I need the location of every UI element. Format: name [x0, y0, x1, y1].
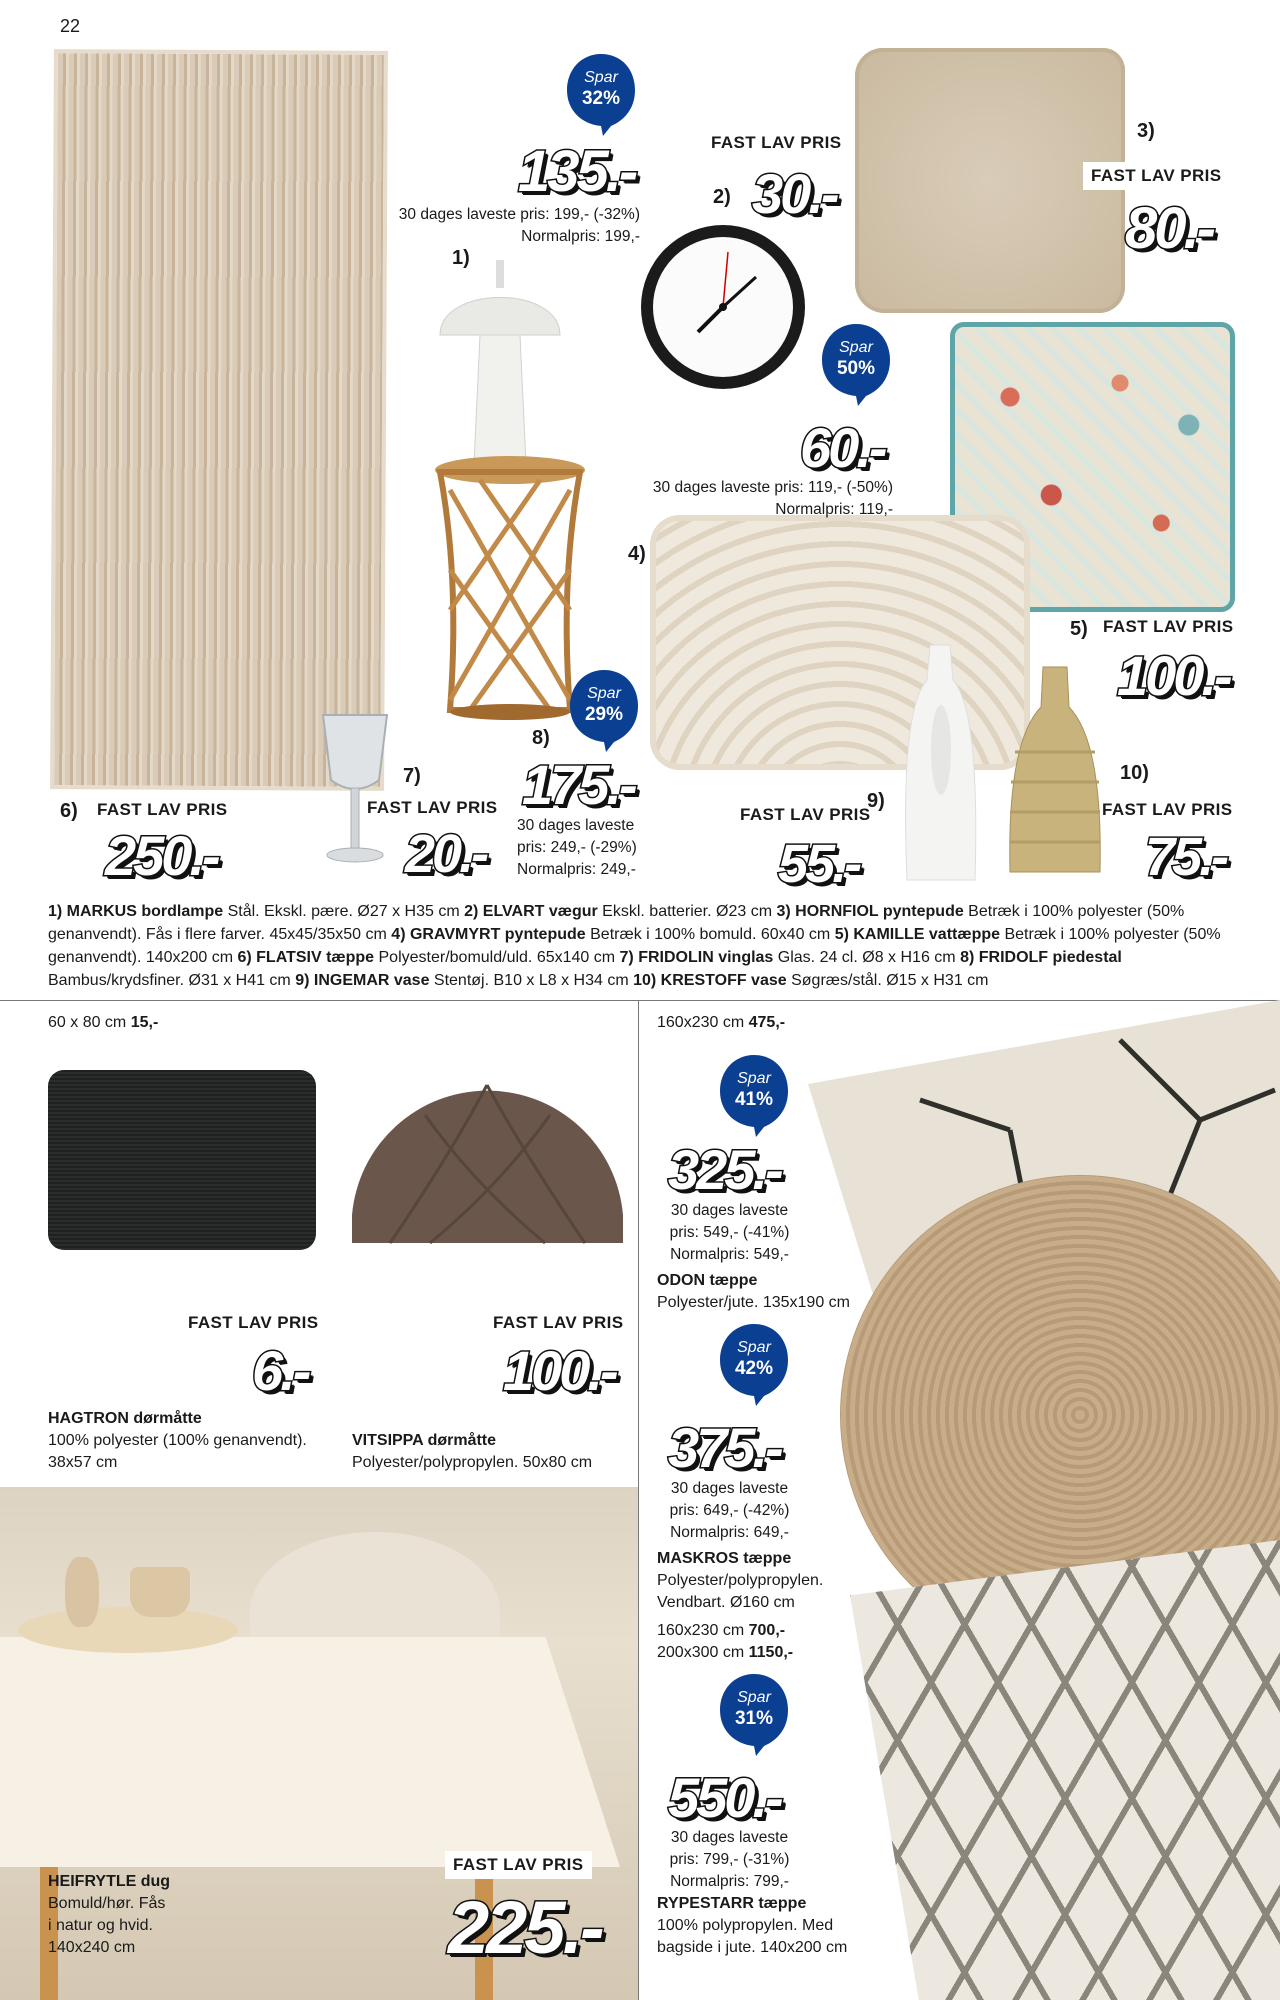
maskros-name: MASKROS tæppe	[657, 1550, 792, 1567]
desc-item-text: Bambus/krydsfiner. Ø31 x H41 cm	[48, 972, 296, 989]
item-number-vase9: 9)	[867, 790, 885, 812]
spar-label: Spar	[737, 1689, 771, 1706]
item-number-vase10: 10)	[1120, 762, 1149, 784]
hagtron-name: HAGTRON dørmåtte	[48, 1410, 202, 1427]
vitsippa-name: VITSIPPA dørmåtte	[352, 1432, 497, 1449]
desc-item-title: 10) KRESTOFF vase	[633, 972, 787, 989]
spar-percent: 31%	[734, 1708, 774, 1729]
rypestarr-desc-2: bagside i jute. 140x200 cm	[657, 1939, 848, 1956]
hagtron-desc-2: 38x57 cm	[48, 1454, 118, 1471]
price-pillow4: 60.-	[800, 416, 885, 479]
maskros-desc-2: Vendbart. Ø160 cm	[657, 1594, 795, 1611]
desc-item-title: 4) GRAVMYRT pyntepude	[391, 926, 586, 943]
desc-item-title: 9) INGEMAR vase	[295, 972, 430, 989]
normal-price-maskros: Normalpris: 649,-	[670, 1524, 789, 1541]
normal-price-pillow-top: Normalpris: 199,-	[521, 228, 640, 245]
vitsippa-mat-image	[350, 1075, 625, 1245]
page-number: 22	[60, 16, 81, 36]
fast-lav-pris-tablecloth: FAST LAV PRIS	[445, 1851, 592, 1879]
lowest-price-odon-2: pris: 549,- (-41%)	[669, 1224, 790, 1241]
heifrytle-desc-3: 140x240 cm	[48, 1939, 136, 1956]
rug-top-size: 160x230 cm	[657, 1014, 745, 1031]
price-pillow-top: 135.-	[518, 139, 636, 204]
spar-badge-pillow4	[820, 322, 892, 408]
spar-percent: 50%	[836, 358, 876, 379]
fridolf-pedestal-image	[430, 450, 590, 720]
fast-lav-pris-clock: FAST LAV PRIS	[711, 133, 842, 152]
item-number-blanket: 5)	[1070, 618, 1088, 640]
normal-price-pillow4: Normalpris: 119,-	[775, 501, 893, 518]
mat-size-price: 15,-	[130, 1014, 159, 1031]
price-hagtron: 6.-	[252, 1339, 309, 1402]
price-blanket: 100.-	[1117, 644, 1230, 707]
maskros-size-2-label: 200x300 cm	[657, 1644, 745, 1661]
normal-price-odon: Normalpris: 549,-	[670, 1246, 789, 1263]
mat-size-info	[48, 1012, 158, 1034]
elvart-clock-image	[638, 222, 808, 392]
maskros-size-2-price: 1150,-	[748, 1644, 794, 1661]
price-cushion: 80.-	[1125, 196, 1213, 261]
item-number-rug: 6)	[60, 800, 78, 822]
spar-badge-table8	[568, 668, 640, 754]
ingemar-vase-image	[895, 640, 985, 890]
heifrytle-name: HEIFRYTLE dug	[48, 1873, 171, 1890]
price-maskros: 375.-	[668, 1416, 781, 1479]
rypestarr-name: RYPESTARR tæppe	[657, 1895, 807, 1912]
fast-lav-pris-hagtron: FAST LAV PRIS	[188, 1313, 319, 1332]
lowest-price-maskros-2: pris: 649,- (-42%)	[669, 1502, 790, 1519]
krestoff-vase-image	[1005, 662, 1105, 882]
price-vitsippa: 100.-	[503, 1339, 616, 1402]
product-descriptions	[48, 900, 1238, 992]
item-number-table: 8)	[532, 727, 550, 749]
price-rug: 250.-	[105, 824, 218, 887]
item-number-pillow4: 4)	[628, 543, 646, 565]
heifrytle-desc-1: Bomuld/hør. Fås	[48, 1895, 166, 1912]
lowest-price-odon-1: 30 dages laveste	[670, 1202, 789, 1219]
spar-percent: 42%	[734, 1358, 774, 1379]
fast-lav-pris-vase9: FAST LAV PRIS	[740, 805, 871, 824]
desc-item-title: 1) MARKUS bordlampe	[48, 903, 224, 920]
fast-lav-pris-vitsippa: FAST LAV PRIS	[493, 1313, 624, 1332]
hagtron-mat-image	[48, 1070, 316, 1250]
spar-label: Spar	[587, 685, 621, 702]
fast-lav-pris-vase10: FAST LAV PRIS	[1102, 800, 1233, 819]
maskros-size-1	[657, 1620, 785, 1642]
fast-lav-pris-rug: FAST LAV PRIS	[97, 800, 228, 819]
markus-lamp-image	[430, 255, 570, 475]
desc-item-text: Ekskl. batterier. Ø23 cm	[597, 903, 777, 920]
desc-item-text: Betræk i 100% polyester (50% genanvendt). 140x200 cm	[48, 926, 1221, 966]
lowest-price-rypestarr-2: pris: 799,- (-31%)	[669, 1851, 790, 1868]
lowest-price-rypestarr-1: 30 dages laveste	[670, 1829, 789, 1846]
item-number-lamp: 1)	[452, 247, 470, 269]
desc-item-text: Betræk i 100% bomuld. 60x40 cm	[585, 926, 835, 943]
fast-lav-pris-glass: FAST LAV PRIS	[367, 798, 498, 817]
price-vase9: 55.-	[778, 834, 860, 894]
spar-percent: 41%	[734, 1089, 774, 1110]
rypestarr-desc-1: 100% polypropylen. Med	[657, 1917, 834, 1934]
normal-price-rypestarr: Normalpris: 799,-	[670, 1873, 789, 1890]
divider-vertical	[638, 1000, 639, 2000]
spar-label: Spar	[584, 69, 618, 86]
rug-top-size-info	[657, 1012, 785, 1034]
spar-label: Spar	[839, 339, 873, 356]
spar-label: Spar	[737, 1070, 771, 1087]
maskros-size-1-price: 700,-	[748, 1622, 786, 1639]
heifrytle-desc-2: i natur og hvid.	[48, 1917, 153, 1934]
spar-percent: 29%	[584, 704, 624, 725]
desc-item-title: 8) FRIDOLF piedestal	[960, 949, 1122, 966]
price-odon: 325.-	[668, 1138, 781, 1201]
fast-lav-pris-blanket: FAST LAV PRIS	[1103, 617, 1234, 636]
spar-percent: 32%	[581, 88, 621, 109]
item-number-glass: 7)	[403, 765, 421, 787]
desc-item-text: Betræk i 100% polyester (50% genanvendt). Fås i flere farver. 45x45/35x50 cm	[48, 903, 1185, 943]
lowest-price-pillow-top: 30 dages laveste pris: 199,- (-32%)	[398, 206, 640, 223]
price-table: 175.-	[522, 753, 635, 816]
desc-item-text: Polyester/bomuld/uld. 65x140 cm	[374, 949, 620, 966]
desc-item-title: 6) FLATSIV tæppe	[237, 949, 375, 966]
price-rypestarr: 550.-	[668, 1766, 781, 1829]
spar-badge-odon	[718, 1053, 790, 1139]
item-number-cushion: 3)	[1137, 120, 1155, 142]
flatsiv-rug-image	[50, 49, 388, 791]
maskros-size-1-label: 160x230 cm	[657, 1622, 745, 1639]
hagtron-desc-1: 100% polyester (100% genanvendt).	[48, 1432, 307, 1449]
price-glass: 20.-	[405, 824, 487, 884]
mat-size-label: 60 x 80 cm	[48, 1014, 127, 1031]
price-tablecloth: 225.-	[448, 1886, 602, 1969]
price-vase10: 75.-	[1145, 827, 1227, 887]
desc-item-text: Søgræs/stål. Ø15 x H31 cm	[786, 972, 989, 989]
vitsippa-desc-1: Polyester/polypropylen. 50x80 cm	[352, 1454, 593, 1471]
odon-desc-1: Polyester/jute. 135x190 cm	[657, 1294, 850, 1311]
desc-item-text: Glas. 24 cl. Ø8 x H16 cm	[773, 949, 961, 966]
lowest-price-table-2: pris: 249,- (-29%)	[517, 839, 637, 856]
fridolin-glass-image	[315, 710, 395, 865]
maskros-size-2	[657, 1642, 793, 1664]
rug-top-price: 475,-	[748, 1014, 786, 1031]
price-clock: 30.-	[752, 162, 837, 225]
maskros-desc-1: Polyester/polypropylen.	[657, 1572, 824, 1589]
desc-item-title: 5) KAMILLE vattæppe	[834, 926, 1001, 943]
desc-item-title: 7) FRIDOLIN vinglas	[619, 949, 774, 966]
spar-badge-pillow	[565, 52, 637, 138]
lowest-price-table-1: 30 dages laveste	[517, 817, 635, 834]
item-number-clock: 2)	[713, 186, 731, 208]
fast-lav-pris-cushion: FAST LAV PRIS	[1083, 162, 1230, 190]
odon-name: ODON tæppe	[657, 1272, 758, 1289]
desc-item-title: 2) ELVART vægur	[464, 903, 598, 920]
lowest-price-maskros-1: 30 dages laveste	[670, 1480, 789, 1497]
spar-badge-rypestarr	[718, 1672, 790, 1758]
normal-price-table: Normalpris: 249,-	[517, 861, 636, 878]
spar-label: Spar	[737, 1339, 771, 1356]
lowest-price-pillow4: 30 dages laveste pris: 119,- (-50%)	[652, 479, 893, 496]
rypestarr-rug-image	[850, 1540, 1280, 2000]
desc-item-title: 3) HORNFIOL pyntepude	[776, 903, 964, 920]
desc-item-text: Stål. Ekskl. pære. Ø27 x H35 cm	[223, 903, 465, 920]
desc-item-text: Stentøj. B10 x L8 x H34 cm	[429, 972, 634, 989]
spar-badge-maskros	[718, 1322, 790, 1408]
